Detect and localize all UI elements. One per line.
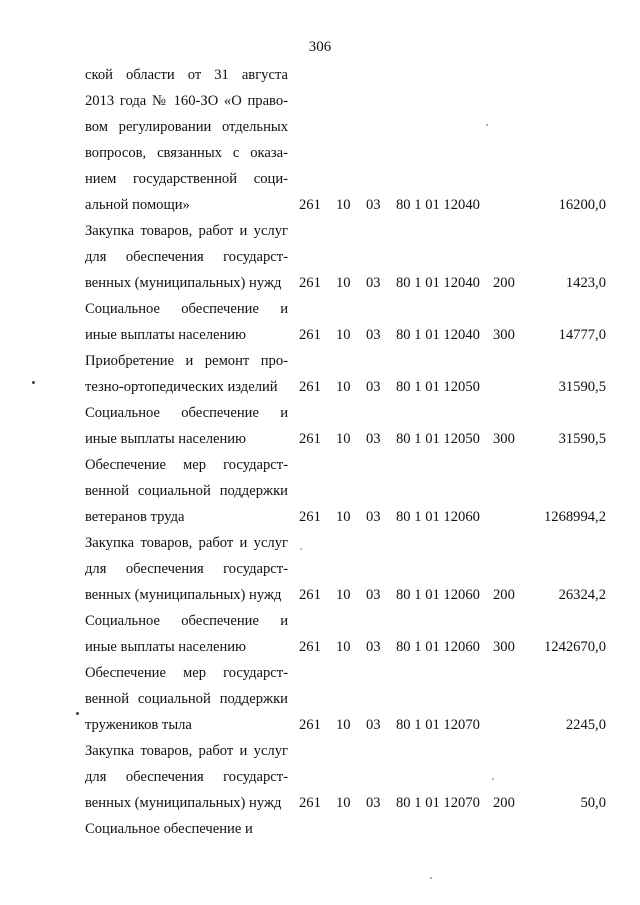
target-article-code: 80 1 01 12060: [396, 587, 480, 603]
subsection-code: 03: [366, 379, 381, 395]
table-row: [0, 400, 640, 452]
scan-speck: [76, 712, 79, 715]
subsection-code: 03: [366, 509, 381, 525]
admin-code: 261: [299, 275, 321, 291]
subsection-code: 03: [366, 717, 381, 733]
amount: 16200,0: [558, 197, 606, 213]
scan-speck: [32, 381, 35, 384]
expense-type-code: 300: [493, 327, 515, 343]
amount: 31590,5: [558, 431, 606, 447]
description-line: для обеспечения государст-: [85, 769, 288, 785]
amount: 26324,2: [558, 587, 606, 603]
admin-code: 261: [299, 639, 321, 655]
row-description: [85, 218, 288, 296]
target-article-code: 80 1 01 12050: [396, 379, 480, 395]
subsection-code: 03: [366, 275, 381, 291]
target-article-code: 80 1 01 12070: [396, 795, 480, 811]
subsection-code: 03: [366, 327, 381, 343]
table-row: [0, 348, 640, 400]
row-description: [85, 816, 288, 842]
description-line: тезно-ортопедических изделий: [85, 379, 278, 395]
section-code: 10: [336, 509, 351, 525]
amount: 1268994,2: [543, 509, 606, 525]
admin-code: 261: [299, 717, 321, 733]
target-article-code: 80 1 01 12050: [396, 431, 480, 447]
scan-speck: [430, 877, 432, 879]
row-description: [85, 296, 288, 348]
subsection-code: 03: [366, 639, 381, 655]
description-line: Социальное обеспечение и: [85, 405, 288, 421]
expense-type-code: 300: [493, 639, 515, 655]
expense-type-code: 200: [493, 587, 515, 603]
description-line: 2013 года № 160-ЗО «О право-: [85, 93, 288, 109]
description-line: венной социальной поддержки: [85, 483, 288, 499]
description-line: нием государственной соци-: [85, 171, 288, 187]
section-code: 10: [336, 327, 351, 343]
target-article-code: 80 1 01 12070: [396, 717, 480, 733]
row-description: [85, 660, 288, 738]
table-row: [0, 530, 640, 608]
amount: 50,0: [580, 795, 606, 811]
subsection-code: 03: [366, 587, 381, 603]
row-description: [85, 530, 288, 608]
table-row: [0, 296, 640, 348]
description-line: венных (муниципальных) нужд: [85, 795, 282, 811]
row-description: [85, 400, 288, 452]
description-line: альной помощи»: [85, 197, 190, 213]
description-line: Закупка товаров, работ и услуг: [85, 743, 288, 759]
table-row: [0, 452, 640, 530]
section-code: 10: [336, 639, 351, 655]
expense-type-code: 200: [493, 275, 515, 291]
description-line: венных (муниципальных) нужд: [85, 275, 282, 291]
amount: 1423,0: [565, 275, 606, 291]
target-article-code: 80 1 01 12060: [396, 639, 480, 655]
description-line: Социальное обеспечение и: [85, 821, 253, 837]
amount: 31590,5: [558, 379, 606, 395]
admin-code: 261: [299, 795, 321, 811]
admin-code: 261: [299, 509, 321, 525]
section-code: 10: [336, 795, 351, 811]
section-code: 10: [336, 275, 351, 291]
description-line: Закупка товаров, работ и услуг: [85, 535, 288, 551]
description-line: Закупка товаров, работ и услуг: [85, 223, 288, 239]
row-description: [85, 348, 288, 400]
description-line: для обеспечения государст-: [85, 249, 288, 265]
description-line: иные выплаты населению: [85, 639, 246, 655]
description-line: тружеников тыла: [85, 717, 192, 733]
expense-type-code: 200: [493, 795, 515, 811]
admin-code: 261: [299, 197, 321, 213]
row-description: [85, 738, 288, 816]
table-row: [0, 608, 640, 660]
subsection-code: 03: [366, 795, 381, 811]
budget-table: [0, 62, 640, 842]
description-line: вом регулировании отдельных: [85, 119, 288, 135]
section-code: 10: [336, 587, 351, 603]
description-line: вопросов, связанных с оказа-: [85, 145, 288, 161]
section-code: 10: [336, 717, 351, 733]
amount: 14777,0: [558, 327, 606, 343]
table-row: [0, 738, 640, 816]
scan-speck: [300, 548, 302, 550]
description-line: Приобретение и ремонт про-: [85, 353, 288, 369]
admin-code: 261: [299, 379, 321, 395]
description-line: Социальное обеспечение и: [85, 301, 288, 317]
description-line: венной социальной поддержки: [85, 691, 288, 707]
section-code: 10: [336, 197, 351, 213]
table-row: [0, 660, 640, 738]
target-article-code: 80 1 01 12040: [396, 275, 480, 291]
description-line: иные выплаты населению: [85, 431, 246, 447]
description-line: Обеспечение мер государст-: [85, 457, 288, 473]
section-code: 10: [336, 431, 351, 447]
amount: 1242670,0: [543, 639, 606, 655]
row-description: [85, 452, 288, 530]
page-number: 306: [308, 39, 332, 55]
admin-code: 261: [299, 587, 321, 603]
description-line: ской области от 31 августа: [85, 67, 288, 83]
scan-speck: [486, 124, 488, 126]
description-line: Обеспечение мер государст-: [85, 665, 288, 681]
table-row: [0, 218, 640, 296]
row-description: [85, 62, 288, 218]
description-line: венных (муниципальных) нужд: [85, 587, 282, 603]
admin-code: 261: [299, 327, 321, 343]
description-line: ветеранов труда: [85, 509, 185, 525]
description-line: иные выплаты населению: [85, 327, 246, 343]
amount: 2245,0: [565, 717, 606, 733]
subsection-code: 03: [366, 431, 381, 447]
table-row: [0, 816, 640, 842]
description-line: Социальное обеспечение и: [85, 613, 288, 629]
row-description: [85, 608, 288, 660]
expense-type-code: 300: [493, 431, 515, 447]
admin-code: 261: [299, 431, 321, 447]
description-line: для обеспечения государст-: [85, 561, 288, 577]
target-article-code: 80 1 01 12040: [396, 327, 480, 343]
table-row: [0, 62, 640, 218]
target-article-code: 80 1 01 12040: [396, 197, 480, 213]
target-article-code: 80 1 01 12060: [396, 509, 480, 525]
subsection-code: 03: [366, 197, 381, 213]
section-code: 10: [336, 379, 351, 395]
scan-speck: [492, 778, 494, 780]
